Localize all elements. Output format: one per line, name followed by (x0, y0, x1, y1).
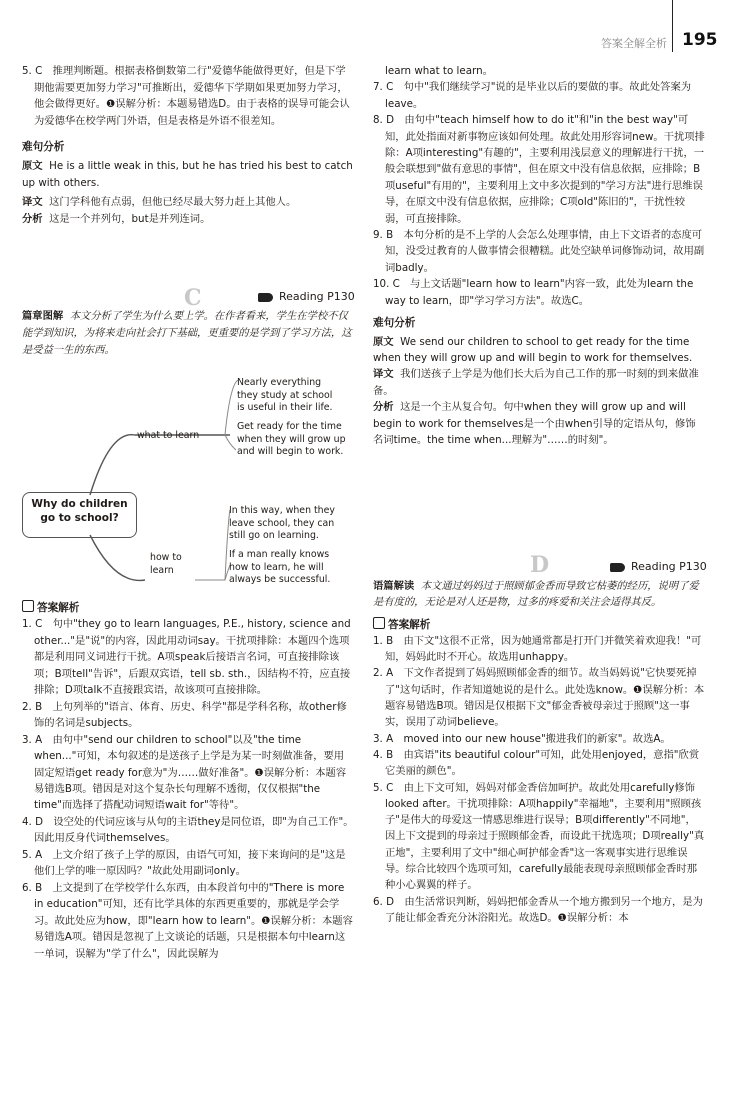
reading-ref-d-text: Reading P130 (631, 560, 707, 573)
section-letter-d: D (530, 552, 550, 578)
mindmap-leaf-4: If a man really knows how to learn, he will always be successful. (229, 549, 331, 586)
right-d-answer-6: 6. D 由生活常识判断，妈妈把郁金香从一个地方搬到另一个地方，是为了能让郁金香充分沐浴阳光。故选D。❶误解分析：本 (373, 895, 703, 924)
yupian-label: 语篇解读 (373, 580, 415, 592)
pianzhang-label: 篇章图解 (22, 310, 64, 322)
right-line-continued: learn what to learn。 (385, 65, 493, 77)
right-answer-10: 10. C 与上文话题"learn how to learn"内容一致，此处为learn the way to learn，即"学习学习方法"。故选C。 (373, 278, 694, 307)
lock-icon (22, 600, 34, 612)
mindmap-leaf-3: In this way, when they leave school, they can still go on learning. (229, 505, 335, 542)
answers-title-left: 答案解析 (37, 602, 80, 614)
fenxi-label-right: 分析 (373, 401, 394, 414)
pianzhang-text: 本文分析了学生为什么要上学。在作者看来，学生在学校不仅能学到知识，为将来走向社会打下基础，更重要的是学到了学习方法，这是受益一生的东西。 (22, 310, 352, 356)
mindmap-leaf-1: Nearly everything they study at school is useful in their life. (237, 377, 333, 414)
yiwen-label-right: 译文 (373, 368, 394, 381)
difficult-title-left: 难句分析 (22, 141, 65, 154)
yuanwen-label-right: 原文 (373, 335, 394, 348)
fenxi-left: 这是一个并列句，but是并列连词。 (49, 212, 211, 225)
pointing-hand-icon (258, 293, 273, 302)
left-answer-6: 6. B 上文提到了在学校学什么东西，由本段首句中的"There is more in education"可知，还有比学具体的东西更重要的，那就是学会学习。故此处应为how，即"learn how to learn"。❶误解分析：本题容易错选A项。错因是忽视了上文谈论的话题，只是根据本句中learn这一单词，误解为"学了什么"，因此误解为 (22, 881, 353, 960)
yupian-text: 本文通过妈妈过于照顾郁金香而导致它枯萎的经历，说明了爱是有度的，无论是对人还是物，过多的疼爱和关注会适得其反。 (373, 580, 699, 609)
fenxi-right: 这是一个主从复合句。句中when they will grow up and will begin to work for themselves是一个由when引导的定语从句，修饰名词time。the time when...理解为"……的时刻"。 (373, 401, 696, 446)
header-label: 答案全解全析 (601, 37, 667, 50)
lock-icon (373, 617, 385, 629)
section-letter-c: C (184, 285, 202, 311)
mindmap-branch-how: how to learn (150, 552, 182, 576)
right-answer-9: 9. B 本句分析的是不上学的人会怎么处理事情，由上下文语者的态度可知，没受过教育的人做事情会很糟糕。此处空缺单词修饰动词，故用副词badly。 (373, 229, 705, 274)
mindmap-leaf-2: Get ready for the time when they will grow up and will begin to work. (237, 421, 346, 458)
header-divider (672, 0, 673, 52)
mindmap-branch-what: what to learn (137, 430, 200, 441)
right-answer-7: 7. C 句中"我们继续学习"说的是毕业以后的要做的事。故此处答案为leave。 (373, 81, 692, 110)
left-answer-4: 4. D 设空处的代词应该与从句的主语they是同位语，即"为自己工作"。因此用反身代词themselves。 (22, 815, 354, 845)
yuanwen-label-left: 原文 (22, 159, 43, 172)
left-answer-5: 5. A 上文介绍了孩子上学的原因，由语气可知，接下来询问的是"这是他们上学的唯一原因吗？"故此处用副词only。 (22, 848, 346, 878)
left-answers (22, 600, 354, 962)
left-answer-3: 3. A 由句中"send our children to school"以及"the time when..."可知，本句叙述的是送孩子上学是为某一时刻做准备，要用固定短语get ready for意为"为……做好准备"。❶误解分析：本题容易错选B项。错因是对这个复杂长句理解不透彻，仅仅根据"the time"而选择了搭配动词短语wait for"等待"。 (22, 733, 347, 812)
right-d-answer-4: 4. B 由宾语"its beautiful colour"可知，此处用enjoyed，意指"欣赏它美丽的颜色"。 (373, 748, 700, 778)
pianzhang-block (22, 308, 354, 359)
right-answer-8: 8. D 由句中"teach himself how to do it"和"in the best way"可知，此处指面对新事物应该如何处理。故此处用形容词new。干扰项排除：A项interesting"有趣的"，主要利用浅层意义的理解进行干扰，一般会联想到"做有意思的事情"，但在原文中没有信息依据，应排除；B项useful"有用的"，主要利用上文中多次提到的"学习方法"进行思维误导，在原文中没有信息依据，应排除；C项old"陈旧的"，干扰性较弱，可直接排除。 (373, 114, 705, 225)
yuanwen-left: He is a little weak in this, but he has tried his best to catch up with others. (22, 159, 353, 189)
right-d-answer-3: 3. A moved into our new house"搬进我们的新家"。故选A。 (373, 732, 671, 745)
yiwen-label-left: 译文 (22, 196, 43, 209)
mindmap-center (22, 492, 137, 538)
left-answer-2: 2. B 上句列举的"语言、体育、历史、科学"都是学科名称，故other修饰的名词是subjects。 (22, 700, 347, 730)
reading-ref-c-text: Reading P130 (279, 290, 355, 303)
fenxi-label-left: 分析 (22, 212, 43, 225)
page-number: 195 (682, 30, 718, 50)
answer-left-q5: 5. C 推理判断题。根据表格倒数第二行"爱德华能做得更好，但是下学期他需要更加努力学习"可推断出，爱德华下学期如果更加努力学习，他会做得更好。❶误解分析：本题易错选D。由于表格的误导可能会认为爱德华在校学两门外语，但是表格是外语不很差知。 (22, 65, 350, 127)
right-column-top (373, 63, 705, 448)
right-d-answer-2: 2. A 下文作者提到了妈妈照顾郁金香的细节。故当妈妈说"它快要死掉了"这句话时，作者知道她说的是什么。此处选know。❶误解分析：本题容易错选B项。错因是仅根据下文"郁金香被母亲过于照顾"这一事实，误用了动词believe。 (373, 667, 705, 729)
yiwen-left: 这门学科他有点弱，但他已经尽最大努力赶上其他人。 (49, 196, 297, 209)
yuanwen-right: We send our children to school to get ready for the time when they will grow up and will begin to work for themselves. (373, 335, 693, 364)
right-d-answer-5: 5. C 由上下文可知，妈妈对郁金香倍加呵护。故此处用carefully修饰looked after。干扰项排除：A项happily"幸福地"，主要利用"照顾孩子"是伟大的母爱这一情感思维进行误导；B项differently"不同地"，因上下文提到的母亲过于照顾郁金香，而设此干扰选项；D项really"真正地"，主要利用了文中"细心呵护郁金香"这一客观事实进行思维误导。综合比较四个选项可知，carefully最能表现母亲照顾郁金香时那种小心翼翼的样子。 (373, 781, 705, 892)
left-column-top (22, 63, 354, 227)
right-d-answer-1: 1. B 由下文"这很不正常，因为她通常都是打开门并微笑着欢迎我！"可知，妈妈此时不开心。故选用unhappy。 (373, 634, 702, 664)
reading-ref-d (610, 560, 707, 573)
right-answers (373, 578, 705, 926)
answers-title-right: 答案解析 (388, 618, 431, 631)
left-answer-1: 1. C 句中"they go to learn languages, P.E., history, science and other..."是"说"的内容，因此用动词say。干扰项排除：本题四个选项都是利用同义词进行干扰。A项speak后接语言名词，可直接排除该项；B项tell"告诉"，后跟双宾语，tell sb. sth.，因结构不符，应直接排除；D项talk不直接跟宾语，故该项可直接排除。 (22, 618, 351, 697)
mindmap-center-text: Why do children go to school? (31, 498, 128, 524)
yiwen-right: 我们送孩子上学是为他们长大后为自己工作的那一时刻的到来做准备。 (373, 368, 699, 397)
difficult-title-right: 难句分析 (373, 317, 416, 330)
reading-ref-c (258, 290, 355, 303)
pointing-hand-icon (610, 563, 625, 572)
